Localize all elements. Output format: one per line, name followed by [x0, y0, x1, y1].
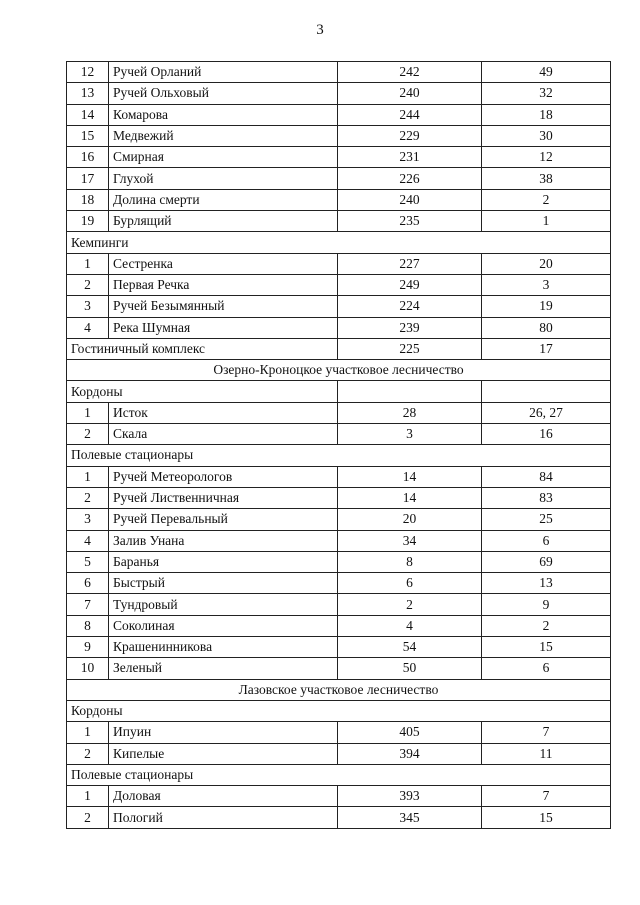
value-1: 2: [338, 594, 482, 615]
value-2: 15: [482, 807, 611, 828]
value-1: 244: [338, 104, 482, 125]
value-1: 14: [338, 487, 482, 508]
location-name: Баранья: [109, 551, 338, 572]
table-row: [67, 317, 611, 338]
row-number: 3: [67, 509, 109, 530]
value-2: 26, 27: [482, 402, 611, 423]
value-2: 9: [482, 594, 611, 615]
subsection-row: [67, 445, 611, 466]
location-name: Медвежий: [109, 125, 338, 146]
value-2: 12: [482, 147, 611, 168]
table-row: [67, 125, 611, 146]
section-heading-row: [67, 679, 611, 700]
row-number: 7: [67, 594, 109, 615]
location-name: Первая Речка: [109, 274, 338, 295]
value-1: 20: [338, 509, 482, 530]
table-row: [67, 189, 611, 210]
row-number: 15: [67, 125, 109, 146]
value-2: 38: [482, 168, 611, 189]
value-2: 84: [482, 466, 611, 487]
location-name: Комарова: [109, 104, 338, 125]
table-row: [67, 509, 611, 530]
value-1: 54: [338, 637, 482, 658]
table-row: [67, 530, 611, 551]
row-number: 2: [67, 274, 109, 295]
value-2: 20: [482, 253, 611, 274]
row-number: 13: [67, 83, 109, 104]
value-1: 249: [338, 274, 482, 295]
value-1: 231: [338, 147, 482, 168]
value-1: 34: [338, 530, 482, 551]
value-1: 239: [338, 317, 482, 338]
subsection-row: [67, 381, 611, 402]
location-name: Исток: [109, 402, 338, 423]
location-name: Река Шумная: [109, 317, 338, 338]
table-row: [67, 338, 611, 359]
table-row: [67, 615, 611, 636]
subsection-row: [67, 232, 611, 253]
subsection-label: Кордоны: [67, 381, 338, 402]
value-2: 15: [482, 637, 611, 658]
value-2: 30: [482, 125, 611, 146]
value-1: 224: [338, 296, 482, 317]
value-1: 240: [338, 83, 482, 104]
row-number: 17: [67, 168, 109, 189]
row-number: 4: [67, 317, 109, 338]
table-row: [67, 573, 611, 594]
table-row: [67, 147, 611, 168]
value-2: 6: [482, 530, 611, 551]
row-number: 1: [67, 786, 109, 807]
row-number: 4: [67, 530, 109, 551]
value-2: 7: [482, 722, 611, 743]
row-number: 5: [67, 551, 109, 572]
row-number: 16: [67, 147, 109, 168]
row-number: 1: [67, 466, 109, 487]
subsection-row: [67, 700, 611, 721]
value-2: 13: [482, 573, 611, 594]
location-name: Крашенинникова: [109, 637, 338, 658]
row-number: 1: [67, 253, 109, 274]
location-name: Бурлящий: [109, 211, 338, 232]
table-row: [67, 253, 611, 274]
subsection-label: Полевые стационары: [67, 445, 611, 466]
forestry-heading: Лазовское участковое лесничество: [67, 679, 611, 700]
table-row: [67, 424, 611, 445]
empty-cell: [338, 381, 482, 402]
location-name: Тундровый: [109, 594, 338, 615]
row-number: 2: [67, 807, 109, 828]
value-1: 227: [338, 253, 482, 274]
table-row: [67, 786, 611, 807]
subsection-label: Кемпинги: [67, 232, 611, 253]
value-2: 2: [482, 189, 611, 210]
location-name: Пологий: [109, 807, 338, 828]
table-row: [67, 402, 611, 423]
row-number: 2: [67, 424, 109, 445]
table-row: [67, 62, 611, 83]
value-1: 394: [338, 743, 482, 764]
location-name: Ипуин: [109, 722, 338, 743]
value-2: 25: [482, 509, 611, 530]
subsection-label: Полевые стационары: [67, 764, 611, 785]
value-2: 49: [482, 62, 611, 83]
page-number: 3: [316, 22, 324, 38]
location-name: Долина смерти: [109, 189, 338, 210]
value-2: 17: [482, 338, 611, 359]
location-name: Скала: [109, 424, 338, 445]
row-number: 6: [67, 573, 109, 594]
table-row: [67, 104, 611, 125]
value-1: 8: [338, 551, 482, 572]
value-2: 11: [482, 743, 611, 764]
value-2: 18: [482, 104, 611, 125]
table-row: [67, 594, 611, 615]
value-2: 69: [482, 551, 611, 572]
location-name: Доловая: [109, 786, 338, 807]
value-1: 235: [338, 211, 482, 232]
row-number: 12: [67, 62, 109, 83]
value-1: 240: [338, 189, 482, 210]
forestry-table: [66, 61, 611, 829]
location-name: Глухой: [109, 168, 338, 189]
value-1: 229: [338, 125, 482, 146]
value-1: 4: [338, 615, 482, 636]
value-1: 50: [338, 658, 482, 679]
location-name: Ручей Безымянный: [109, 296, 338, 317]
value-1: 393: [338, 786, 482, 807]
value-2: 2: [482, 615, 611, 636]
table-row: [67, 274, 611, 295]
value-1: 405: [338, 722, 482, 743]
empty-cell: [482, 381, 611, 402]
table-row: [67, 168, 611, 189]
location-name: Ручей Орланий: [109, 62, 338, 83]
value-2: 83: [482, 487, 611, 508]
location-name: Сестренка: [109, 253, 338, 274]
subsection-label: Кордоны: [67, 700, 611, 721]
value-1: 225: [338, 338, 482, 359]
value-2: 6: [482, 658, 611, 679]
location-name: Соколиная: [109, 615, 338, 636]
table-row: [67, 296, 611, 317]
value-1: 6: [338, 573, 482, 594]
value-1: 28: [338, 402, 482, 423]
value-1: 345: [338, 807, 482, 828]
row-number: 19: [67, 211, 109, 232]
row-number: 18: [67, 189, 109, 210]
table-row: [67, 466, 611, 487]
table-row: [67, 722, 611, 743]
value-1: 14: [338, 466, 482, 487]
value-2: 32: [482, 83, 611, 104]
value-1: 3: [338, 424, 482, 445]
location-name: Смирная: [109, 147, 338, 168]
location-name: Залив Унана: [109, 530, 338, 551]
table-body: [67, 62, 611, 829]
value-2: 16: [482, 424, 611, 445]
value-1: 242: [338, 62, 482, 83]
value-2: 3: [482, 274, 611, 295]
location-name: Ручей Ольховый: [109, 83, 338, 104]
location-name: Зеленый: [109, 658, 338, 679]
table-row: [67, 551, 611, 572]
row-number: 10: [67, 658, 109, 679]
value-2: 19: [482, 296, 611, 317]
forestry-heading: Озерно-Кроноцкое участковое лесничество: [67, 360, 611, 381]
subsection-row: [67, 764, 611, 785]
location-name: Гостиничный комплекс: [67, 338, 338, 359]
row-number: 3: [67, 296, 109, 317]
value-2: 1: [482, 211, 611, 232]
row-number: 2: [67, 487, 109, 508]
row-number: 1: [67, 722, 109, 743]
row-number: 14: [67, 104, 109, 125]
row-number: 1: [67, 402, 109, 423]
location-name: Ручей Перевальный: [109, 509, 338, 530]
row-number: 9: [67, 637, 109, 658]
table-row: [67, 637, 611, 658]
location-name: Кипелые: [109, 743, 338, 764]
value-2: 7: [482, 786, 611, 807]
location-name: Ручей Лиственничная: [109, 487, 338, 508]
table-row: [67, 211, 611, 232]
location-name: Быстрый: [109, 573, 338, 594]
value-1: 226: [338, 168, 482, 189]
table-row: [67, 807, 611, 828]
table-row: [67, 487, 611, 508]
section-heading-row: [67, 360, 611, 381]
value-2: 80: [482, 317, 611, 338]
table-row: [67, 83, 611, 104]
row-number: 8: [67, 615, 109, 636]
table-row: [67, 743, 611, 764]
table-row: [67, 658, 611, 679]
location-name: Ручей Метеорологов: [109, 466, 338, 487]
row-number: 2: [67, 743, 109, 764]
